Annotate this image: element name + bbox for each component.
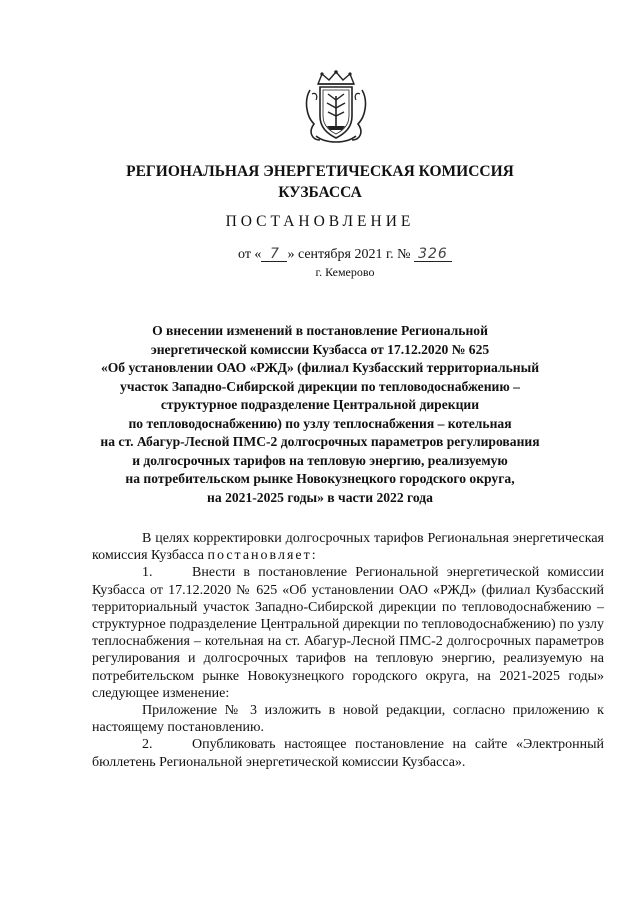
subject-line: О внесении изменений в постановление Региональной — [152, 323, 488, 338]
date-line — [238, 247, 452, 263]
intro-paragraph — [92, 530, 604, 564]
organization-name-line1: РЕГИОНАЛЬНАЯ ЭНЕРГЕТИЧЕСКАЯ КОМИССИЯ — [126, 163, 514, 180]
appendix-paragraph: Приложение № 3 изложить в новой редакции, согласно приложению к настоящему постановлению. — [92, 703, 604, 736]
subject-line: по тепловодоснабжению) по узлу теплоснабжения – котельная — [128, 415, 512, 431]
intro-verb: постановляет: — [207, 548, 318, 564]
subject-line: на ст. Абагур-Лесной ПМС-2 долгосрочных параметров регулирования — [100, 434, 540, 449]
item-2-paragraph — [92, 736, 604, 770]
date-middle: » сентября 2021 г. № — [287, 247, 411, 262]
item-1-text: Внести в постановление Региональной энергетической комиссии Кузбасса от 17.12.2020 № 625 «Об установлении ОАО «РЖД» (филиал Кузбасский территориальный участок Западно-Сибирской дирекции по тепловодоснабжению – структурное подразделение Центральной дирекции по тепловодоснабжению) по узлу теплоснабжения – котельная на ст. Абагур-Лесной ПМС-2 долгосрочных параметров регулирования и долгосрочных тарифов на тепловую энергию, реализуемую на потребительском рынке Новокузнецкого городского округа, на 2021-2025 годы» следующее изменение: — [92, 565, 604, 701]
city: г. Кемерово — [315, 265, 375, 279]
date-prefix: от « — [238, 247, 262, 262]
subject-line: «Об установлении ОАО «РЖД» (филиал Кузбасский территориальный — [100, 360, 540, 375]
decree-body — [92, 530, 604, 771]
subject-line: на 2021-2025 годы» в части 2022 года — [207, 489, 433, 505]
handwritten-day: 7 — [261, 248, 287, 262]
subject-line: энергетической комиссии Кузбасса от 17.12.2020 № 625 — [150, 341, 490, 357]
item-2-number: 2. — [142, 737, 153, 753]
organization-name-line2: КУЗБАССА — [278, 184, 362, 201]
subject-line: структурное подразделение Центральной дирекции — [160, 397, 480, 412]
item-1-paragraph — [92, 564, 604, 702]
document-type: ПОСТАНОВЛЕНИЕ — [225, 213, 415, 230]
decree-subject — [60, 322, 580, 507]
subject-line: участок Западно-Сибирской дирекции по тепловодоснабжению – — [120, 378, 520, 394]
kuzbass-coat-of-arms-icon — [302, 70, 370, 146]
handwritten-decree-number: 326 — [414, 248, 452, 262]
subject-line: и долгосрочных тарифов на тепловую энергию, реализуемую — [132, 452, 508, 468]
intro-text: В целях корректировки долгосрочных тарифов Региональная энергетическая комиссия Кузбасса — [92, 531, 604, 564]
subject-line: на потребительском рынке Новокузнецкого городского округа, — [125, 471, 515, 486]
item-2-text: Опубликовать настоящее постановление на сайте «Электронный бюллетень Региональной энергетической комиссии Кузбасса». — [92, 737, 604, 770]
item-1-number: 1. — [142, 565, 153, 581]
